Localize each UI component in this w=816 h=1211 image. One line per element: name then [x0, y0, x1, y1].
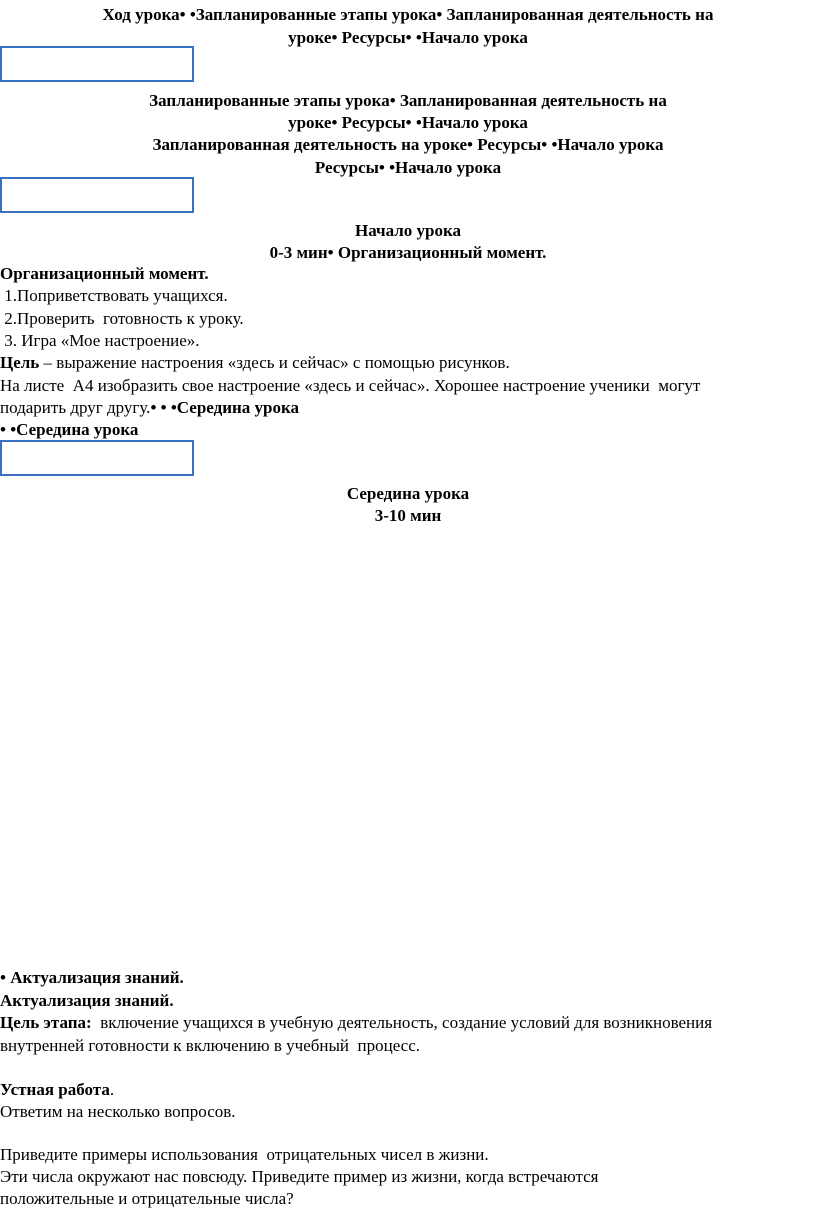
middle-title: Середина урока — [346, 484, 470, 503]
header-line-1: Ход урока• •Запланированные этапы урока• Запланированная деятельность на — [102, 5, 714, 24]
org-task-text: подарить друг другу. — [0, 398, 151, 417]
start-time: 0-3 мин• Организационный момент. — [269, 243, 547, 262]
block2-line-3: Запланированная деятельность на уроке• Ресурсы• •Начало урока — [152, 135, 664, 154]
actual-goal-text-2: внутренней готовности к включению в учебный процесс. — [0, 1036, 421, 1055]
actual-goal-label: Цель этапа: — [0, 1013, 92, 1032]
text-box-3[interactable] — [0, 440, 194, 476]
question-1: Приведите примеры использования отрицательных чисел в жизни. — [0, 1145, 489, 1164]
org-heading: Организационный момент. — [0, 264, 209, 283]
org-task-tail: • • •Середина урока — [150, 398, 300, 417]
org-goal-text: – выражение настроения «здесь и сейчас» с помощью рисунков. — [39, 353, 510, 372]
org-mid-line: • •Середина урока — [0, 420, 139, 439]
text-box-1[interactable] — [0, 46, 194, 82]
block2-line-4: Ресурсы• •Начало урока — [314, 158, 502, 177]
header-line-2: уроке• Ресурсы• •Начало урока — [288, 28, 528, 47]
org-item-1: 1.Поприветствовать учащихся. — [0, 286, 228, 305]
answer-line: Ответим на несколько вопросов. — [0, 1102, 236, 1121]
oral-dot: . — [109, 1080, 115, 1099]
org-task-line-2 — [0, 396, 816, 420]
block2-line-2: уроке• Ресурсы• •Начало урока — [288, 113, 528, 132]
block2-line-1: Запланированные этапы урока• Запланированная деятельность на — [149, 91, 667, 110]
oral-work — [0, 1078, 816, 1102]
org-item-2: 2.Проверить готовность к уроку. — [0, 309, 244, 328]
oral-label: Устная работа — [0, 1080, 110, 1099]
org-task-line-1: На листе А4 изобразить свое настроение «здесь и сейчас». Хорошее настроение ученики могут — [0, 376, 701, 395]
org-item-3: 3. Игра «Мое настроение». — [0, 331, 200, 350]
question-2-line-2: положительные и отрицательные числа? — [0, 1189, 294, 1208]
actual-line-2: Актуализация знаний. — [0, 991, 174, 1010]
actual-goal-text-1: включение учащихся в учебную деятельность, создание условий для возникновения — [91, 1013, 713, 1032]
middle-time: 3-10 мин — [374, 506, 442, 525]
org-goal — [0, 351, 816, 375]
start-title: Начало урока — [354, 221, 462, 240]
question-2-line-1: Эти числа окружают нас повсюду. Приведите пример из жизни, когда встречаются — [0, 1167, 599, 1186]
actual-goal — [0, 1011, 816, 1035]
text-box-2[interactable] — [0, 177, 194, 213]
org-goal-label: Цель — [0, 353, 40, 372]
actual-line-1: • Актуализация знаний. — [0, 968, 184, 987]
